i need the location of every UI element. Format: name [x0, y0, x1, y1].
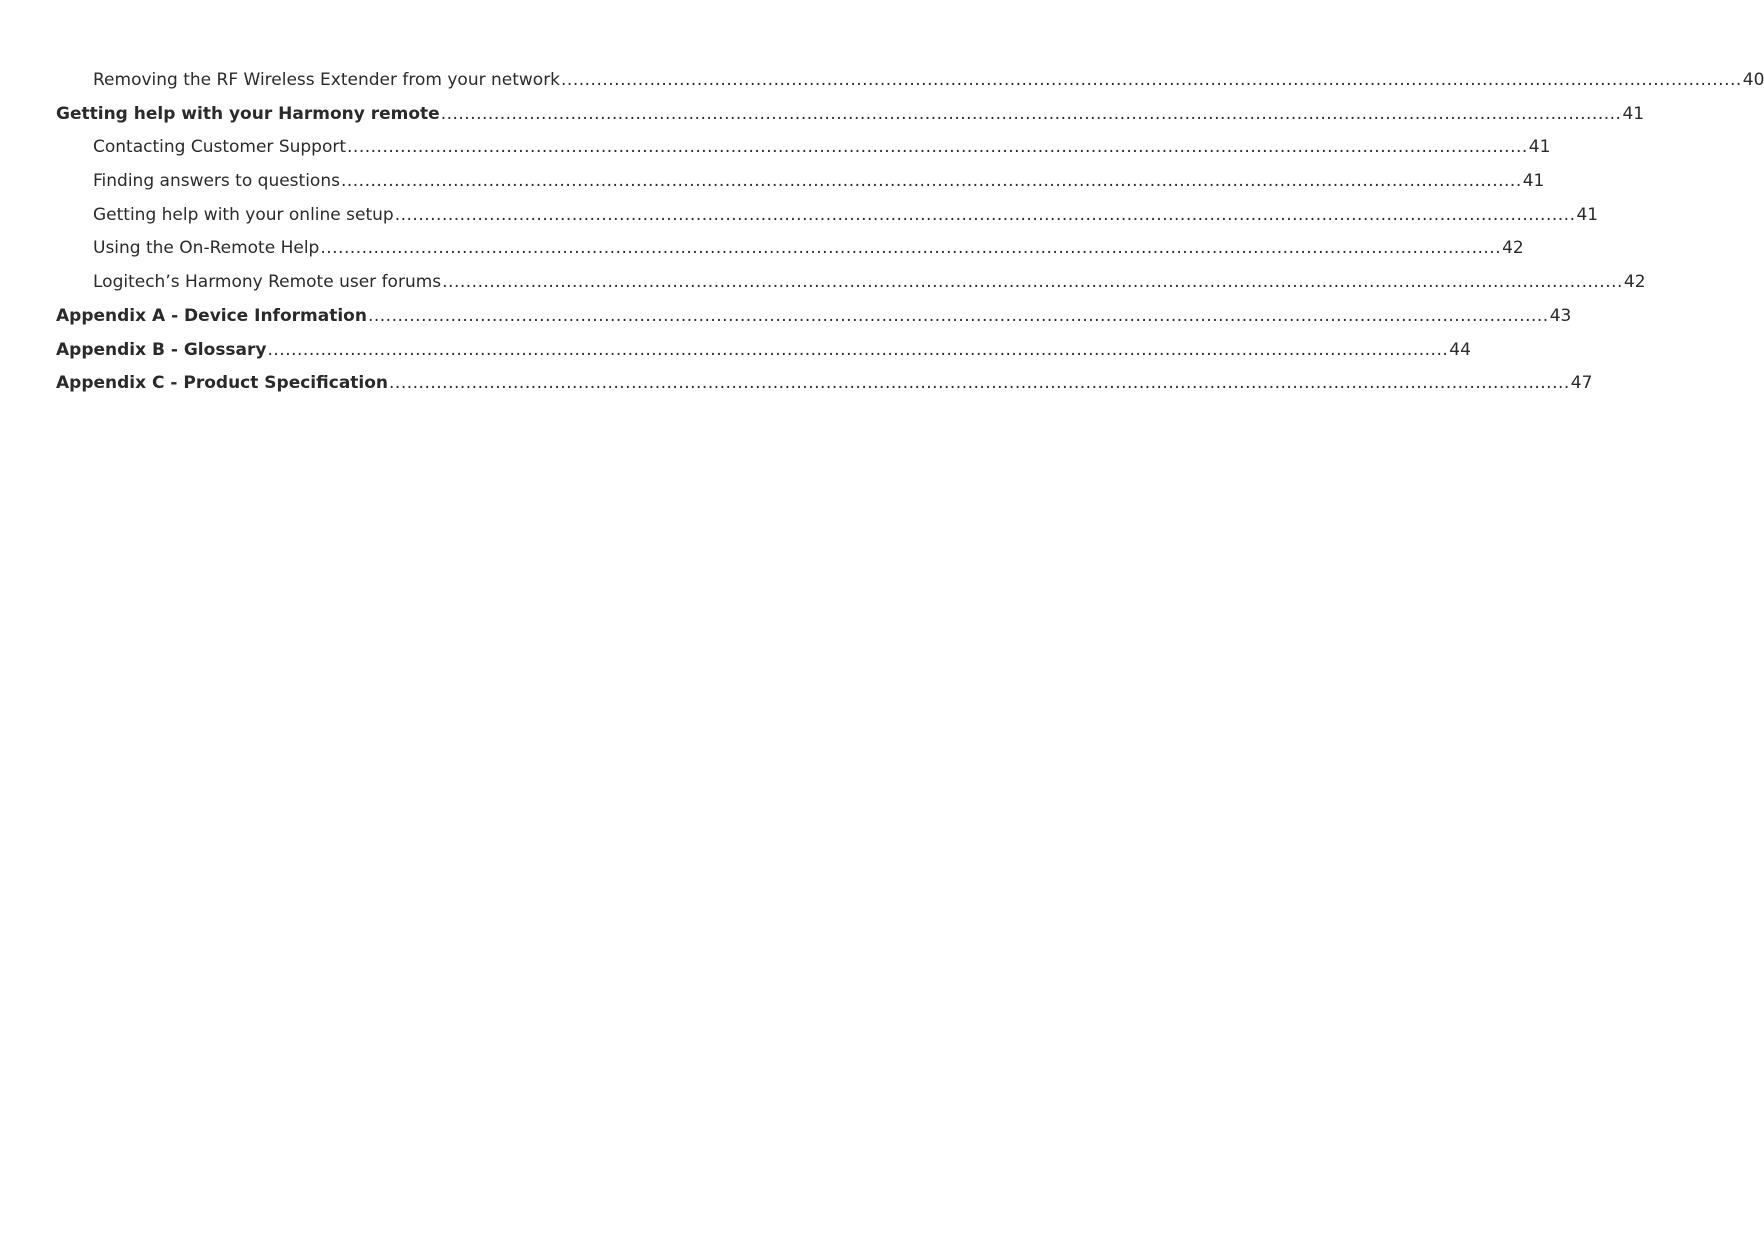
toc-dot-leader: ........................................................................................................................................................................................................: [440, 103, 1622, 124]
toc-page-number: 41: [1522, 171, 1545, 192]
toc-page-number: 41: [1622, 103, 1645, 124]
toc-entry[interactable]: [56, 266, 1646, 300]
toc-dot-leader: ........................................................................................................................................................................................................: [442, 272, 1623, 293]
toc-page-number: 42: [1502, 238, 1524, 259]
toc-dot-leader: ........................................................................................................................................................................................................: [394, 204, 1576, 225]
toc-dot-leader: ........................................................................................................................................................................................................: [320, 238, 1502, 259]
toc-dot-leader: ........................................................................................................................................................................................................: [340, 171, 1522, 192]
toc-page-number: 43: [1549, 305, 1572, 326]
toc-page-number: 41: [1576, 204, 1599, 225]
toc-dot-leader: ........................................................................................................................................................................................................: [389, 373, 1570, 394]
toc-entry[interactable]: [56, 232, 1524, 266]
toc-entry[interactable]: [56, 98, 1645, 132]
toc-entry[interactable]: [56, 367, 1593, 401]
toc-entry-title: Appendix A - Device Information: [56, 305, 367, 326]
toc-entry-title: Finding answers to questions: [93, 171, 340, 192]
toc-page-number: 44: [1449, 339, 1471, 360]
toc-entry[interactable]: [56, 131, 1551, 165]
toc-dot-leader: ........................................................................................................................................................................................................: [561, 70, 1742, 90]
toc-page-number: 40: [1742, 70, 1764, 90]
toc-entry[interactable]: [56, 165, 1545, 199]
toc-entry-title: Using the On-Remote Help: [93, 238, 320, 259]
toc-entry-title: Logitech’s Harmony Remote user forums: [93, 272, 442, 293]
toc-page-number: 42: [1623, 272, 1646, 293]
toc-entry-title: Removing the RF Wireless Extender from your network: [93, 70, 561, 90]
toc-entry[interactable]: [56, 64, 1764, 98]
toc-entry-title: Appendix C - Product Specification: [56, 373, 389, 394]
toc-page-number: 41: [1528, 137, 1551, 158]
toc-entry-title: Getting help with your Harmony remote: [56, 103, 440, 124]
toc-entry-title: Getting help with your online setup: [93, 204, 394, 225]
toc-entry[interactable]: [56, 334, 1471, 368]
table-of-contents: [56, 64, 1764, 401]
toc-dot-leader: ........................................................................................................................................................................................................: [347, 137, 1528, 158]
toc-dot-leader: ........................................................................................................................................................................................................: [267, 339, 1449, 360]
toc-entry[interactable]: [56, 199, 1599, 233]
toc-entry-title: Appendix B - Glossary: [56, 339, 267, 360]
toc-entry-title: Contacting Customer Support: [93, 137, 347, 158]
toc-dot-leader: ........................................................................................................................................................................................................: [367, 305, 1549, 326]
toc-page-number: 47: [1570, 373, 1593, 394]
toc-entry[interactable]: [56, 300, 1572, 334]
